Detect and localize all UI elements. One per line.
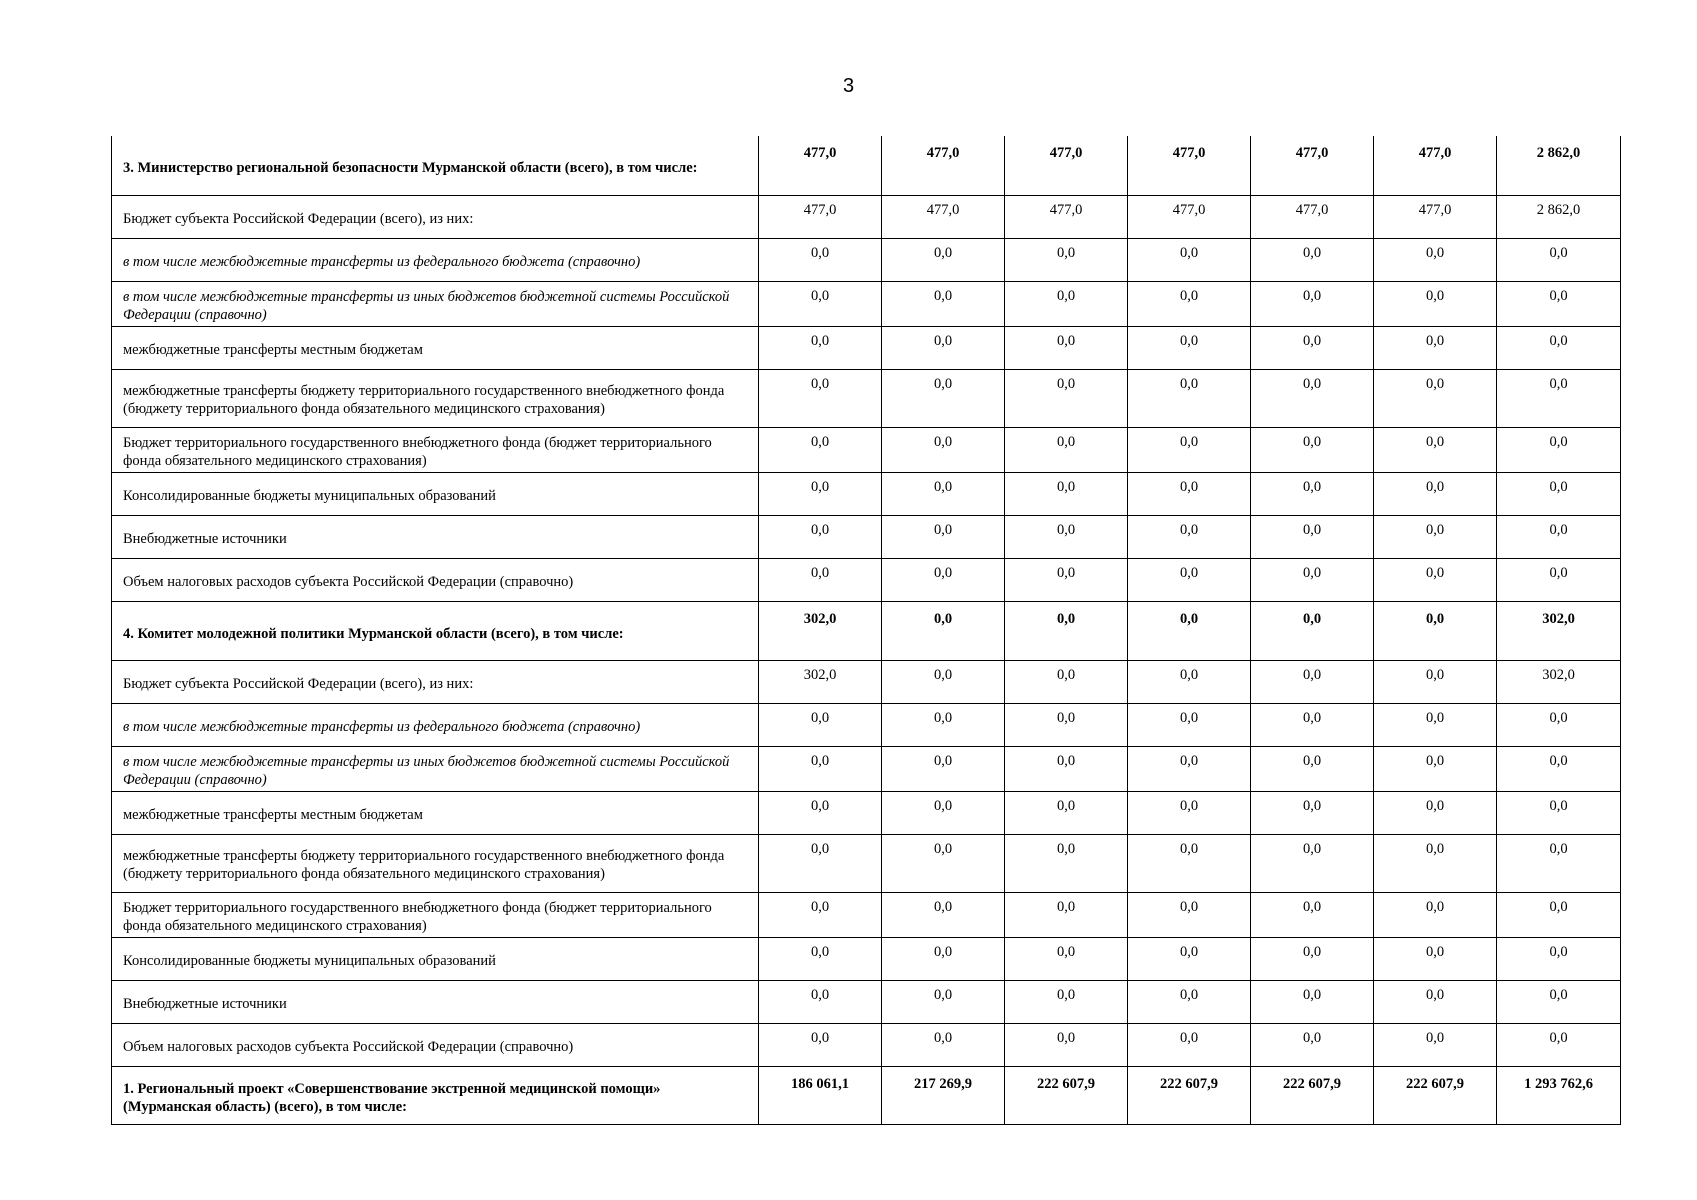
- table-row: [112, 1066, 1621, 1124]
- row-year-value: 477,0: [759, 136, 882, 195]
- table-row: [112, 601, 1621, 660]
- row-year-value: 0,0: [759, 937, 882, 980]
- row-year-value: 0,0: [882, 937, 1005, 980]
- page-number: 3: [842, 75, 855, 97]
- row-total-value: 0,0: [1497, 369, 1621, 427]
- row-label: Бюджет субъекта Российской Федерации (всего), из них:: [112, 195, 759, 238]
- row-year-value: 0,0: [1374, 601, 1497, 660]
- row-year-value: 222 607,9: [1251, 1066, 1374, 1124]
- row-year-value: 477,0: [1005, 136, 1128, 195]
- row-year-value: 0,0: [1005, 703, 1128, 746]
- row-year-value: 0,0: [882, 472, 1005, 515]
- row-year-value: 0,0: [882, 281, 1005, 326]
- budget-table-body: [112, 136, 1621, 1124]
- row-year-value: 0,0: [1005, 892, 1128, 937]
- row-year-value: 302,0: [759, 660, 882, 703]
- table-row: [112, 937, 1621, 980]
- row-year-value: 0,0: [1128, 892, 1251, 937]
- table-row: [112, 195, 1621, 238]
- row-year-value: 217 269,9: [882, 1066, 1005, 1124]
- row-year-value: 0,0: [759, 238, 882, 281]
- row-label: Бюджет территориального государственного внебюджетного фонда (бюджет территориального фонда обязательного медицинского страхования): [112, 892, 759, 937]
- row-year-value: 0,0: [1128, 980, 1251, 1023]
- row-total-value: 0,0: [1497, 281, 1621, 326]
- row-year-value: 0,0: [1251, 238, 1374, 281]
- row-year-value: 0,0: [1374, 472, 1497, 515]
- table-row: [112, 892, 1621, 937]
- row-year-value: 0,0: [1128, 558, 1251, 601]
- row-year-value: 477,0: [1251, 195, 1374, 238]
- row-year-value: 0,0: [1128, 601, 1251, 660]
- row-year-value: 0,0: [1251, 660, 1374, 703]
- row-total-value: 0,0: [1497, 834, 1621, 892]
- row-year-value: 0,0: [1005, 834, 1128, 892]
- table-row: [112, 427, 1621, 472]
- row-year-value: 477,0: [1251, 136, 1374, 195]
- row-label: Бюджет территориального государственного внебюджетного фонда (бюджет территориального фонда обязательного медицинского страхования): [112, 427, 759, 472]
- row-year-value: 0,0: [1251, 558, 1374, 601]
- row-year-value: 0,0: [1374, 369, 1497, 427]
- row-year-value: 0,0: [882, 791, 1005, 834]
- row-label: Внебюджетные источники: [112, 515, 759, 558]
- row-total-value: 0,0: [1497, 326, 1621, 369]
- row-year-value: 477,0: [1374, 136, 1497, 195]
- table-row: [112, 703, 1621, 746]
- row-label: межбюджетные трансферты бюджету территориального государственного внебюджетного фонда (бюджету территориального фонда обязательного медицинского страхования): [112, 834, 759, 892]
- row-year-value: 0,0: [1005, 791, 1128, 834]
- row-label: в том числе межбюджетные трансферты из иных бюджетов бюджетной системы Российской Федерации (справочно): [112, 281, 759, 326]
- row-year-value: 0,0: [1005, 515, 1128, 558]
- row-year-value: 0,0: [759, 980, 882, 1023]
- row-year-value: 0,0: [1005, 1023, 1128, 1066]
- row-year-value: 0,0: [1251, 980, 1374, 1023]
- row-year-value: 0,0: [1374, 660, 1497, 703]
- row-year-value: 0,0: [1128, 937, 1251, 980]
- row-year-value: 0,0: [759, 515, 882, 558]
- row-year-value: 0,0: [882, 427, 1005, 472]
- row-year-value: 0,0: [1005, 937, 1128, 980]
- row-year-value: 0,0: [882, 238, 1005, 281]
- row-year-value: 0,0: [1374, 558, 1497, 601]
- row-year-value: 0,0: [1374, 937, 1497, 980]
- row-label: Консолидированные бюджеты муниципальных образований: [112, 937, 759, 980]
- row-year-value: 0,0: [1128, 515, 1251, 558]
- table-row: [112, 791, 1621, 834]
- row-label: 1. Региональный проект «Совершенствование экстренной медицинской помощи» (Мурманская область) (всего), в том числе:: [112, 1066, 759, 1124]
- row-year-value: 222 607,9: [1005, 1066, 1128, 1124]
- row-year-value: 0,0: [1374, 1023, 1497, 1066]
- row-year-value: 222 607,9: [1128, 1066, 1251, 1124]
- row-year-value: 0,0: [759, 326, 882, 369]
- row-total-value: 2 862,0: [1497, 136, 1621, 195]
- row-total-value: 302,0: [1497, 601, 1621, 660]
- row-label: Бюджет субъекта Российской Федерации (всего), из них:: [112, 660, 759, 703]
- row-year-value: 0,0: [759, 791, 882, 834]
- row-year-value: 0,0: [1005, 281, 1128, 326]
- row-total-value: 302,0: [1497, 660, 1621, 703]
- row-year-value: 0,0: [759, 558, 882, 601]
- row-year-value: 0,0: [1374, 515, 1497, 558]
- row-total-value: 0,0: [1497, 746, 1621, 791]
- row-year-value: 0,0: [882, 660, 1005, 703]
- row-year-value: 0,0: [1128, 703, 1251, 746]
- row-year-value: 477,0: [882, 195, 1005, 238]
- row-year-value: 0,0: [1005, 472, 1128, 515]
- row-year-value: 0,0: [882, 601, 1005, 660]
- row-year-value: 477,0: [882, 136, 1005, 195]
- row-year-value: 0,0: [882, 703, 1005, 746]
- row-year-value: 0,0: [1374, 980, 1497, 1023]
- table-row: [112, 326, 1621, 369]
- row-year-value: 0,0: [1128, 660, 1251, 703]
- row-year-value: 0,0: [1128, 834, 1251, 892]
- row-year-value: 0,0: [1005, 980, 1128, 1023]
- row-year-value: 0,0: [1005, 746, 1128, 791]
- row-year-value: 0,0: [1128, 791, 1251, 834]
- table-row: [112, 746, 1621, 791]
- row-year-value: 222 607,9: [1374, 1066, 1497, 1124]
- row-label: межбюджетные трансферты местным бюджетам: [112, 326, 759, 369]
- row-year-value: 0,0: [1251, 703, 1374, 746]
- table-row: [112, 515, 1621, 558]
- row-year-value: 0,0: [882, 1023, 1005, 1066]
- row-label: межбюджетные трансферты местным бюджетам: [112, 791, 759, 834]
- row-year-value: 0,0: [882, 558, 1005, 601]
- table-row: [112, 238, 1621, 281]
- row-total-value: 0,0: [1497, 515, 1621, 558]
- table-row: [112, 472, 1621, 515]
- row-year-value: 0,0: [1005, 238, 1128, 281]
- row-label: 3. Министерство региональной безопасности Мурманской области (всего), в том числе:: [112, 136, 759, 195]
- row-year-value: 0,0: [1251, 834, 1374, 892]
- row-year-value: 477,0: [759, 195, 882, 238]
- row-year-value: 0,0: [1128, 746, 1251, 791]
- row-year-value: 0,0: [1128, 369, 1251, 427]
- row-year-value: 0,0: [1374, 326, 1497, 369]
- row-year-value: 0,0: [882, 834, 1005, 892]
- row-year-value: 0,0: [882, 515, 1005, 558]
- row-label: Объем налоговых расходов субъекта Российской Федерации (справочно): [112, 1023, 759, 1066]
- row-year-value: 0,0: [1251, 427, 1374, 472]
- row-year-value: 0,0: [759, 472, 882, 515]
- row-label: Консолидированные бюджеты муниципальных образований: [112, 472, 759, 515]
- row-year-value: 0,0: [1374, 238, 1497, 281]
- table-row: [112, 1023, 1621, 1066]
- table-row: [112, 834, 1621, 892]
- row-year-value: 0,0: [1128, 427, 1251, 472]
- row-year-value: 0,0: [1374, 746, 1497, 791]
- row-year-value: 0,0: [1251, 326, 1374, 369]
- row-year-value: 0,0: [759, 1023, 882, 1066]
- row-year-value: 0,0: [1005, 369, 1128, 427]
- row-year-value: 0,0: [1005, 427, 1128, 472]
- table-row: [112, 980, 1621, 1023]
- row-year-value: 0,0: [1251, 369, 1374, 427]
- row-label: межбюджетные трансферты бюджету территориального государственного внебюджетного фонда (бюджету территориального фонда обязательного медицинского страхования): [112, 369, 759, 427]
- row-year-value: 0,0: [1251, 892, 1374, 937]
- row-year-value: 0,0: [882, 980, 1005, 1023]
- row-year-value: 0,0: [1251, 515, 1374, 558]
- row-year-value: 0,0: [759, 746, 882, 791]
- row-label: в том числе межбюджетные трансферты из федерального бюджета (справочно): [112, 703, 759, 746]
- row-year-value: 0,0: [1251, 746, 1374, 791]
- row-total-value: 0,0: [1497, 892, 1621, 937]
- row-year-value: 0,0: [882, 369, 1005, 427]
- row-total-value: 1 293 762,6: [1497, 1066, 1621, 1124]
- row-year-value: 0,0: [882, 892, 1005, 937]
- row-year-value: 0,0: [759, 281, 882, 326]
- row-total-value: 0,0: [1497, 427, 1621, 472]
- row-year-value: 477,0: [1128, 136, 1251, 195]
- row-year-value: 0,0: [1374, 834, 1497, 892]
- row-label: Объем налоговых расходов субъекта Российской Федерации (справочно): [112, 558, 759, 601]
- row-total-value: 0,0: [1497, 558, 1621, 601]
- row-year-value: 0,0: [759, 427, 882, 472]
- row-year-value: 0,0: [1005, 558, 1128, 601]
- row-year-value: 0,0: [759, 834, 882, 892]
- budget-table: [111, 136, 1621, 1125]
- row-year-value: 0,0: [1128, 238, 1251, 281]
- row-year-value: 0,0: [1251, 937, 1374, 980]
- table-row: [112, 281, 1621, 326]
- row-total-value: 0,0: [1497, 472, 1621, 515]
- row-year-value: 0,0: [759, 703, 882, 746]
- row-year-value: 0,0: [1128, 281, 1251, 326]
- row-year-value: 0,0: [1005, 660, 1128, 703]
- row-total-value: 0,0: [1497, 703, 1621, 746]
- row-year-value: 302,0: [759, 601, 882, 660]
- row-year-value: 0,0: [882, 746, 1005, 791]
- row-total-value: 0,0: [1497, 238, 1621, 281]
- row-year-value: 0,0: [1251, 472, 1374, 515]
- row-label: в том числе межбюджетные трансферты из федерального бюджета (справочно): [112, 238, 759, 281]
- table-row: [112, 136, 1621, 195]
- row-year-value: 0,0: [1128, 472, 1251, 515]
- row-year-value: 0,0: [1128, 1023, 1251, 1066]
- table-row: [112, 369, 1621, 427]
- row-year-value: 0,0: [1374, 427, 1497, 472]
- row-year-value: 477,0: [1374, 195, 1497, 238]
- row-total-value: 0,0: [1497, 791, 1621, 834]
- row-year-value: 0,0: [1251, 791, 1374, 834]
- row-label: 4. Комитет молодежной политики Мурманской области (всего), в том числе:: [112, 601, 759, 660]
- row-total-value: 0,0: [1497, 980, 1621, 1023]
- row-year-value: 477,0: [1005, 195, 1128, 238]
- row-year-value: 0,0: [1374, 281, 1497, 326]
- row-total-value: 0,0: [1497, 937, 1621, 980]
- row-year-value: 0,0: [1251, 1023, 1374, 1066]
- table-row: [112, 558, 1621, 601]
- row-year-value: 0,0: [1374, 791, 1497, 834]
- row-year-value: 477,0: [1128, 195, 1251, 238]
- row-year-value: 0,0: [1374, 703, 1497, 746]
- row-year-value: 0,0: [1251, 601, 1374, 660]
- row-year-value: 0,0: [759, 369, 882, 427]
- row-year-value: 0,0: [1374, 892, 1497, 937]
- row-total-value: 2 862,0: [1497, 195, 1621, 238]
- row-year-value: 0,0: [1005, 326, 1128, 369]
- table-row: [112, 660, 1621, 703]
- row-label: в том числе межбюджетные трансферты из иных бюджетов бюджетной системы Российской Федерации (справочно): [112, 746, 759, 791]
- row-year-value: 0,0: [1128, 326, 1251, 369]
- row-year-value: 0,0: [1005, 601, 1128, 660]
- row-year-value: 0,0: [759, 892, 882, 937]
- row-year-value: 0,0: [1251, 281, 1374, 326]
- row-total-value: 0,0: [1497, 1023, 1621, 1066]
- row-label: Внебюджетные источники: [112, 980, 759, 1023]
- row-year-value: 0,0: [882, 326, 1005, 369]
- row-year-value: 186 061,1: [759, 1066, 882, 1124]
